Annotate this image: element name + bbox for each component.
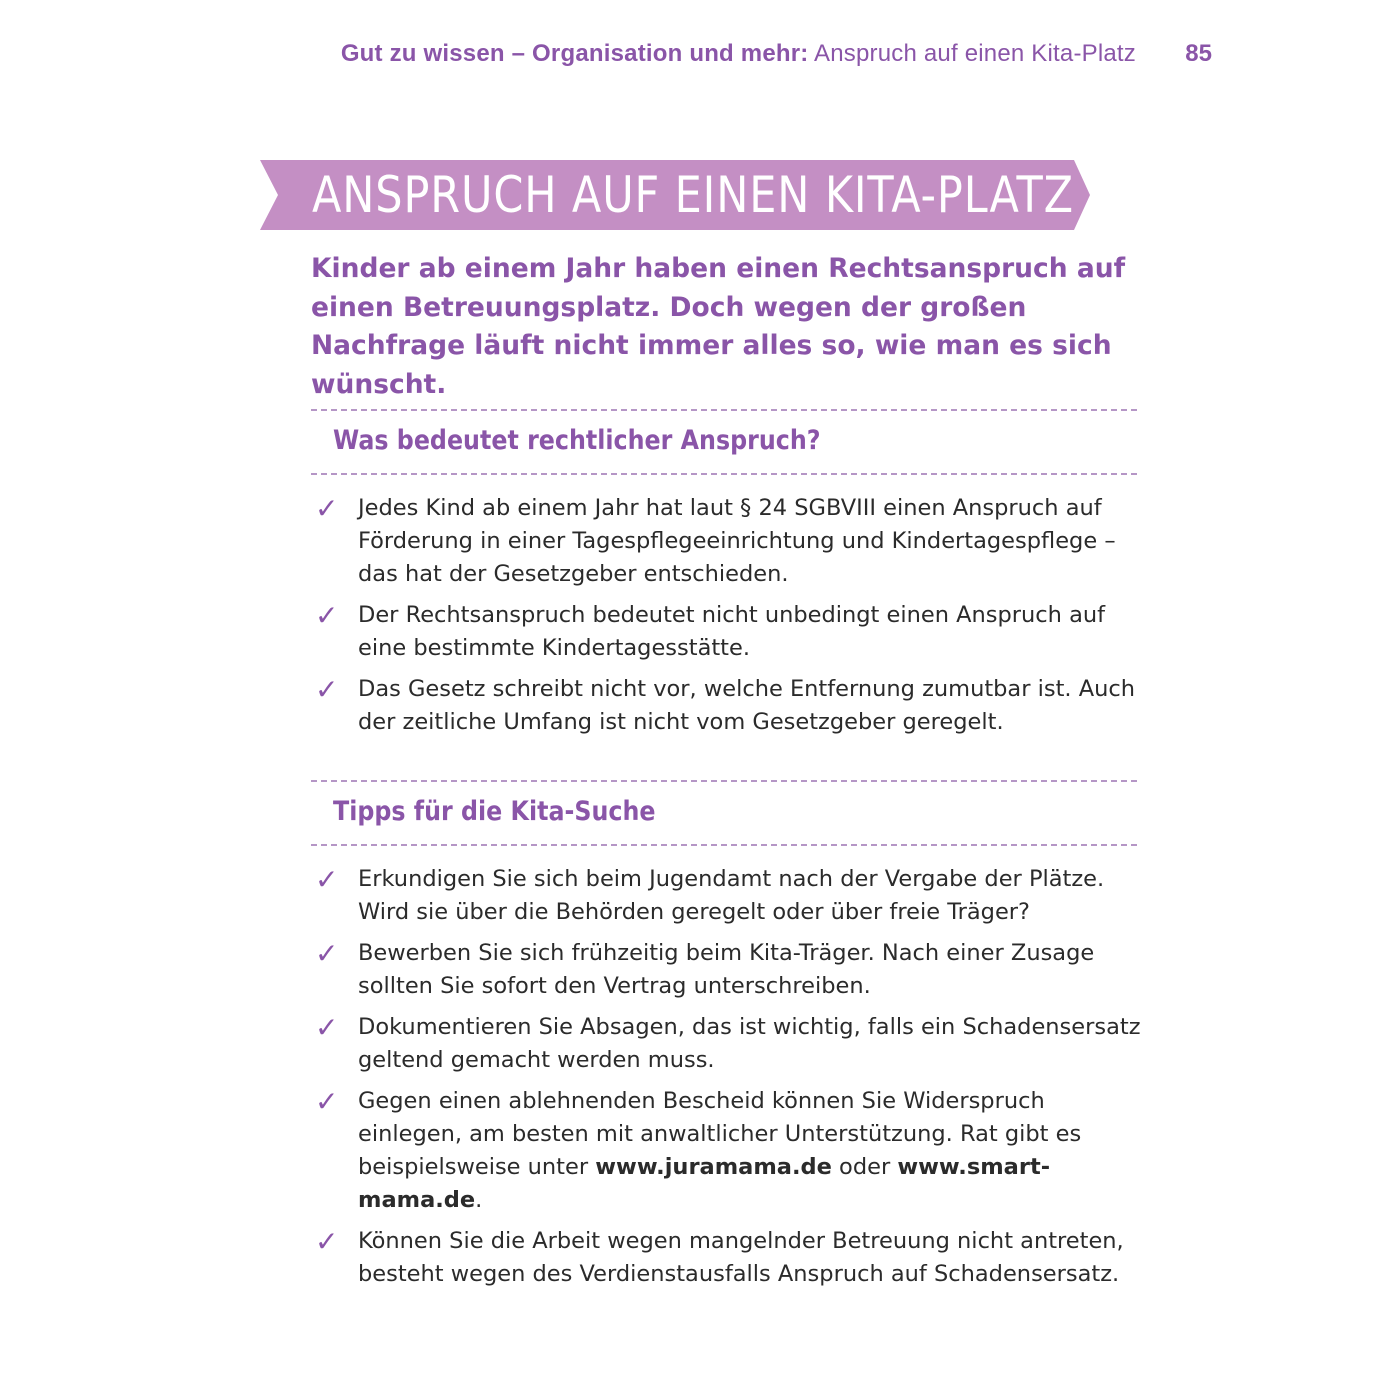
- checkmark-icon: ✓: [315, 673, 339, 706]
- url-juramama: www.juramama.de: [595, 1154, 832, 1180]
- checkmark-icon: ✓: [315, 937, 339, 970]
- list-item-text: Erkundigen Sie sich beim Jugendamt nach der Vergabe der Plätze. Wird sie über die Behörden geregelt oder über freie Träger?: [358, 866, 1105, 925]
- list-item-text: Gegen einen ablehnenden Bescheid können Sie Widerspruch einlegen, am besten mit anwaltlicher Unterstützung. Rat gibt es beispielsweise unter: [358, 1088, 1082, 1180]
- running-head: [300, 40, 1136, 68]
- checkmark-icon: ✓: [315, 492, 339, 525]
- title-banner: [258, 158, 1092, 232]
- url-smart-mama: www.smart-mama.de: [358, 1154, 1051, 1213]
- list-item: [311, 599, 1151, 665]
- list-item: [311, 863, 1151, 929]
- checklist-kita-search-tips: [311, 863, 1151, 1299]
- list-item-text: Der Rechtsanspruch bedeutet nicht unbedingt einen Anspruch auf eine bestimmte Kindertagesstätte.: [358, 602, 1106, 661]
- checklist-legal-claim: [311, 492, 1151, 747]
- list-item: [311, 673, 1151, 739]
- list-item: [311, 937, 1151, 1003]
- list-item-text: Können Sie die Arbeit wegen mangelnder Betreuung nicht antreten, besteht wegen des Verdienstausfalls Anspruch auf Schadensersatz.: [358, 1228, 1124, 1287]
- section-header-legal-claim: [311, 409, 1137, 475]
- checkmark-icon: ✓: [315, 599, 339, 632]
- list-item: [311, 1085, 1151, 1217]
- page-number: 85: [1185, 40, 1212, 67]
- list-item: [311, 1225, 1151, 1291]
- list-item-text: Das Gesetz schreibt nicht vor, welche Entfernung zumutbar ist. Auch der zeitliche Umfang ist nicht vom Gesetzgeber geregelt.: [358, 676, 1136, 735]
- section-header-kita-search-tips: [311, 780, 1137, 846]
- list-item-text: Bewerben Sie sich frühzeitig beim Kita-Träger. Nach einer Zusage sollten Sie sofort den Vertrag unterschreiben.: [358, 940, 1095, 999]
- list-item-text: oder: [831, 1154, 898, 1180]
- lead-paragraph: Kinder ab einem Jahr haben einen Rechtsanspruch auf einen Betreuungsplatz. Doch wegen der großen Nachfrage läuft nicht immer alles so, wie man es sich wünscht.: [311, 253, 1126, 400]
- running-head-topic: Anspruch auf einen Kita-Platz: [808, 40, 1136, 67]
- section-title: Tipps für die Kita-Suche: [333, 796, 656, 827]
- list-item-text: .: [475, 1187, 483, 1213]
- checkmark-icon: ✓: [315, 863, 339, 896]
- checkmark-icon: ✓: [315, 1011, 339, 1044]
- list-item-text: Dokumentieren Sie Absagen, das ist wichtig, falls ein Schadensersatz geltend gemacht werden muss.: [358, 1014, 1141, 1073]
- list-item-text: Jedes Kind ab einem Jahr hat laut § 24 SGBVIII einen Anspruch auf Förderung in einer Tagespflegeeinrichtung und Kindertagespflege – das hat der Gesetzgeber entschieden.: [358, 495, 1116, 587]
- list-item: [311, 492, 1151, 591]
- section-title: Was bedeutet rechtlicher Anspruch?: [333, 425, 821, 456]
- checkmark-icon: ✓: [315, 1085, 339, 1118]
- list-item: [311, 1011, 1151, 1077]
- checkmark-icon: ✓: [315, 1225, 339, 1258]
- running-head-chapter: Gut zu wissen – Organisation und mehr:: [340, 40, 809, 67]
- page-title: ANSPRUCH AUF EINEN KITA-PLATZ: [312, 166, 1074, 224]
